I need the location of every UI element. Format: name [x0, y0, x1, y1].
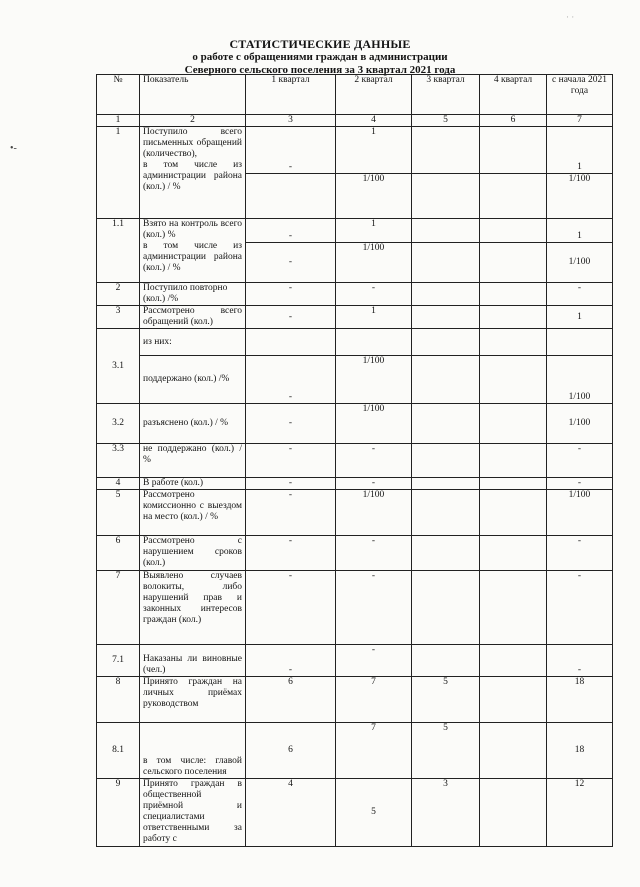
table-row: [97, 283, 613, 306]
row-label: Поступило повторно (кол.) /%: [140, 283, 246, 306]
row-number: 1.1: [97, 219, 140, 283]
cell-q2: 7: [336, 723, 412, 779]
table-row: [97, 329, 613, 356]
cell-q2: -: [336, 536, 412, 571]
cell-q2: 7: [336, 677, 412, 723]
title-line-2: о работе с обращениями граждан в администрации: [192, 51, 448, 63]
cell-q3: [412, 478, 480, 490]
cell-q3: 5: [412, 723, 480, 779]
statistics-table: [96, 74, 613, 847]
cell-q2: 1/100: [336, 404, 412, 444]
row-number: 6: [97, 536, 140, 571]
row-number: 4: [97, 478, 140, 490]
row-label: Выявлено случаев волокиты, либо нарушений прав и законных интересов граждан (кол.): [140, 571, 246, 645]
cell-q4: [480, 444, 547, 478]
cell-q2: 1: [336, 127, 412, 174]
cell-q1: 6: [246, 723, 336, 779]
cell-q1: -: [246, 283, 336, 306]
scan-mark: •-: [10, 143, 17, 154]
title-line-1: СТАТИСТИЧЕСКИЕ ДАННЫЕ: [229, 37, 411, 51]
cell-q1: [246, 329, 336, 356]
row-number: 7: [97, 571, 140, 645]
cell-ytd: [547, 329, 613, 356]
cell-q3: 5: [412, 677, 480, 723]
cell-q4: [480, 677, 547, 723]
col-number: 1: [97, 115, 140, 127]
cell-ytd: 1: [547, 306, 613, 329]
col-number: 2: [140, 115, 246, 127]
cell-q3: 3: [412, 779, 480, 847]
document-title: [0, 38, 640, 77]
header-row: [97, 75, 613, 115]
scan-speck: · ·: [566, 12, 575, 22]
cell-ytd: -: [547, 571, 613, 645]
cell-q4: [480, 404, 547, 444]
cell-q3: [412, 283, 480, 306]
row-number: 8: [97, 677, 140, 723]
table-row: [97, 444, 613, 478]
cell-q3: [412, 645, 480, 677]
cell-q4: [480, 127, 547, 174]
row-number: 3.2: [97, 404, 140, 444]
cell-q1: -: [246, 478, 336, 490]
cell-q2: -: [336, 645, 412, 677]
title-line-3: Северного сельского поселения за 3 квартал 2021 года: [184, 64, 456, 76]
row-label: Рассмотрено с нарушением сроков (кол.): [140, 536, 246, 571]
table-row: [97, 677, 613, 723]
row-label-main: Поступило всего письменных обращений (количество),: [143, 127, 242, 159]
column-number-row: [97, 115, 613, 127]
row-label: Рассмотрено всего обращений (кол.): [140, 306, 246, 329]
row-label-main: Взято на контроль всего (кол.) %: [143, 219, 242, 240]
row-number: 3: [97, 306, 140, 329]
header-no: №: [97, 75, 140, 115]
cell-q4: [480, 779, 547, 847]
cell-q2: 1/100: [336, 243, 412, 283]
cell-q3: [412, 404, 480, 444]
cell-q2: 1: [336, 306, 412, 329]
cell-ytd: 18: [547, 677, 613, 723]
cell-q4: [480, 490, 547, 536]
table-row: [97, 127, 613, 174]
header-q4: 4 квартал: [480, 75, 547, 115]
row-number: 5: [97, 490, 140, 536]
cell-q4: [480, 219, 547, 243]
cell-q4: [480, 645, 547, 677]
col-number: 5: [412, 115, 480, 127]
cell-ytd: 18: [547, 723, 613, 779]
cell-q4: [480, 174, 547, 219]
cell-q1: -: [246, 645, 336, 677]
cell-q4: [480, 306, 547, 329]
cell-q2: 5: [336, 779, 412, 847]
row-label-sub: в том числе из администрации района (кол.) / %: [143, 241, 242, 273]
cell-q3: [412, 490, 480, 536]
cell-ytd: -: [547, 478, 613, 490]
row-label: [140, 219, 246, 283]
cell-ytd: 1/100: [547, 356, 613, 404]
cell-q1: 6: [246, 677, 336, 723]
cell-q3: [412, 243, 480, 283]
cell-q2: 1/100: [336, 490, 412, 536]
row-label: в том числе: главой сельского поселения: [140, 723, 246, 779]
cell-q1: -: [246, 306, 336, 329]
cell-q2: -: [336, 571, 412, 645]
cell-q3: [412, 571, 480, 645]
cell-q2: -: [336, 444, 412, 478]
row-label: из них:: [140, 329, 246, 356]
cell-q4: [480, 283, 547, 306]
cell-q1: -: [246, 219, 336, 243]
cell-ytd: 1/100: [547, 490, 613, 536]
cell-ytd: 1: [547, 219, 613, 243]
row-label: [140, 127, 246, 219]
cell-q1: -: [246, 127, 336, 174]
row-label: Принято граждан в общественной приёмной и специалистами ответственными за работу с: [140, 779, 246, 847]
cell-q2: 1/100: [336, 174, 412, 219]
col-number: 3: [246, 115, 336, 127]
col-number: 7: [547, 115, 613, 127]
row-number: 3.3: [97, 444, 140, 478]
row-number: 3.1: [97, 329, 140, 404]
cell-q1: [246, 174, 336, 219]
col-number: 4: [336, 115, 412, 127]
row-label: не поддержано (кол.) / %: [140, 444, 246, 478]
cell-q1: -: [246, 490, 336, 536]
table-row: [97, 645, 613, 677]
cell-ytd: 1/100: [547, 404, 613, 444]
cell-q1: -: [246, 404, 336, 444]
row-label: Наказаны ли виновные (чел.): [140, 645, 246, 677]
row-number: 8.1: [97, 723, 140, 779]
cell-q1: -: [246, 444, 336, 478]
row-label: Рассмотрено комиссионно с выездом на место (кол.) / %: [140, 490, 246, 536]
table-row: [97, 404, 613, 444]
cell-q4: [480, 356, 547, 404]
cell-q2: 1/100: [336, 356, 412, 404]
cell-ytd: -: [547, 283, 613, 306]
cell-q4: [480, 723, 547, 779]
header-ytd: с начала 2021 года: [547, 75, 613, 115]
cell-q3: [412, 356, 480, 404]
cell-ytd: 1/100: [547, 243, 613, 283]
header-q3: 3 квартал: [412, 75, 480, 115]
cell-q2: [336, 329, 412, 356]
table-row: [97, 571, 613, 645]
col-number: 6: [480, 115, 547, 127]
row-label: поддержано (кол.) /%: [140, 356, 246, 404]
table-row: [97, 490, 613, 536]
row-label: В работе (кол.): [140, 478, 246, 490]
table-row: [97, 356, 613, 404]
cell-q1: -: [246, 571, 336, 645]
row-number: 7.1: [97, 645, 140, 677]
cell-q1: -: [246, 356, 336, 404]
cell-q3: [412, 444, 480, 478]
cell-q4: [480, 571, 547, 645]
cell-q1: -: [246, 243, 336, 283]
cell-ytd: -: [547, 536, 613, 571]
cell-q2: -: [336, 283, 412, 306]
table-row: [97, 723, 613, 779]
cell-ytd: 1: [547, 127, 613, 174]
cell-q2: 1: [336, 219, 412, 243]
cell-q1: -: [246, 536, 336, 571]
cell-q2: -: [336, 478, 412, 490]
cell-q4: [480, 329, 547, 356]
cell-q3: [412, 219, 480, 243]
cell-q3: [412, 174, 480, 219]
cell-q1: 4: [246, 779, 336, 847]
table-row: [97, 478, 613, 490]
row-label-sub: в том числе из администрации района (кол.) / %: [143, 160, 242, 192]
row-number: 1: [97, 127, 140, 219]
header-q2: 2 квартал: [336, 75, 412, 115]
row-label: разъяснено (кол.) / %: [140, 404, 246, 444]
table-row: [97, 219, 613, 243]
header-q1: 1 квартал: [246, 75, 336, 115]
cell-q3: [412, 306, 480, 329]
table-row: [97, 306, 613, 329]
cell-ytd: 12: [547, 779, 613, 847]
cell-ytd: 1/100: [547, 174, 613, 219]
table-row: [97, 779, 613, 847]
cell-q3: [412, 127, 480, 174]
row-number: 9: [97, 779, 140, 847]
cell-q4: [480, 536, 547, 571]
cell-q3: [412, 536, 480, 571]
row-label: Принято граждан на личных приёмах руководством: [140, 677, 246, 723]
table-row: [97, 536, 613, 571]
cell-q4: [480, 478, 547, 490]
cell-ytd: -: [547, 645, 613, 677]
header-indicator: Показатель: [140, 75, 246, 115]
cell-q4: [480, 243, 547, 283]
cell-q3: [412, 329, 480, 356]
cell-ytd: -: [547, 444, 613, 478]
row-number: 2: [97, 283, 140, 306]
